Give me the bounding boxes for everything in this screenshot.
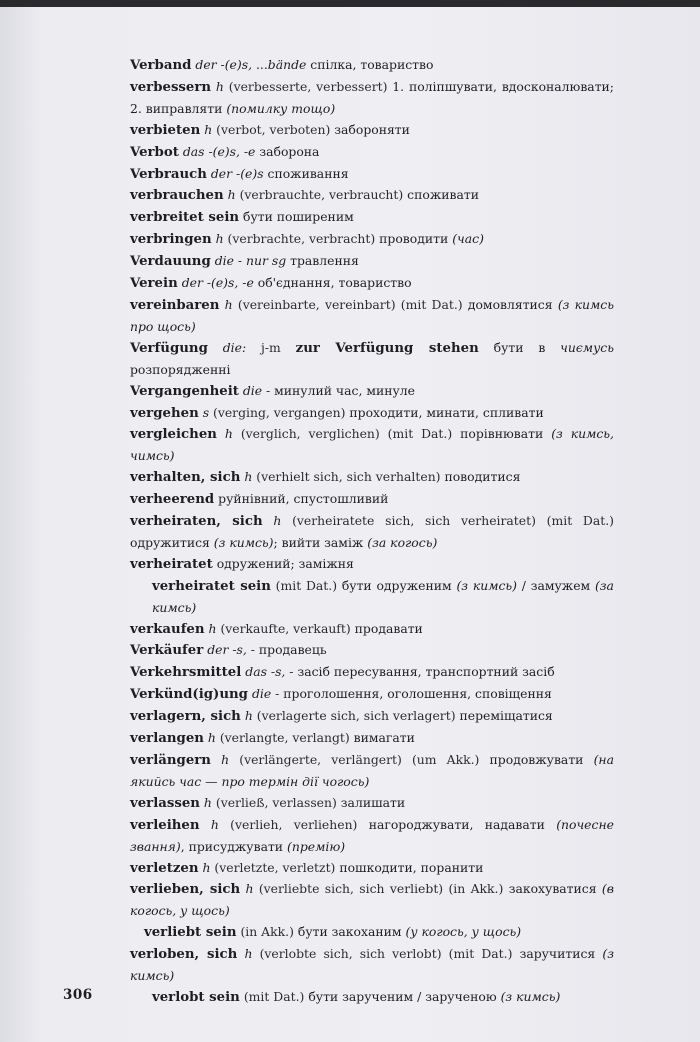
entry-forms: (verheiratete sich, sich verheiratet) (mit Dat.) (292, 513, 614, 529)
entry-forms: (vereinbarte, vereinbart) (mit Dat.) (237, 296, 463, 312)
entry-grammar: der -s, - (207, 642, 255, 658)
entry-grammar: h (215, 78, 224, 94)
entry-forms: (in Akk.) (240, 924, 294, 940)
entry-forms: (verlagerte sich, sich verlagert) (256, 708, 456, 724)
dictionary-entry (130, 944, 614, 987)
entry-translation: проходити, минати, спливати (349, 404, 544, 420)
dictionary-entry (130, 251, 614, 273)
entry-translation: одружитися (130, 534, 210, 550)
entry-lemma: verbieten (130, 122, 201, 138)
entry-lemma: verheerend (130, 492, 215, 508)
entry-lemma: Verkünd(ig)ung (130, 687, 248, 703)
entry-translation: домовлятися (467, 296, 553, 312)
entry-translation: засіб пересування, транспортний засіб (297, 664, 555, 680)
entry-translation: 1. поліпшувати, вдосконалювати; 2. виправляти (130, 78, 614, 116)
entry-grammar: h (244, 708, 253, 724)
entry-translation: споживання (267, 165, 349, 181)
dictionary-entry (130, 684, 614, 706)
entry-lemma: verlangen (130, 731, 204, 747)
entry-translation: бути закоханим (297, 924, 402, 940)
entry-lemma: Verbrauch (130, 166, 207, 182)
entry-translation: вимагати (353, 730, 415, 746)
entry-lemma: verlagern, sich (130, 709, 241, 725)
entry-phrase: zur Verfügung stehen (295, 340, 479, 356)
entry-grammar: s (202, 404, 210, 420)
entry-forms: (verbesserte, verbessert) (228, 78, 388, 94)
entry-lemma: Verkäufer (130, 643, 204, 659)
entry-translation: минулий час, минуле (274, 382, 415, 398)
entry-lemma: Verkehrsmittel (130, 665, 242, 681)
entry-note-extra: (за когось) (367, 534, 438, 550)
entry-grammar: die - nur sg (214, 253, 287, 269)
entry-translation: заручитися (519, 946, 596, 962)
entry-translation: порівнювати (460, 426, 544, 442)
entry-grammar: h (273, 513, 282, 529)
entry-lemma: Verbot (130, 144, 179, 160)
entry-lemma: Verfügung (130, 340, 208, 356)
entry-grammar: h (203, 794, 212, 810)
entry-note: (в когось, у щось) (130, 881, 614, 919)
entry-lemma: verletzen (130, 860, 199, 876)
entry-forms: (verletzte, verletzt) (214, 859, 336, 875)
entry-lemma: verlieben, sich (130, 882, 241, 898)
entry-note: (з кимсь) (213, 534, 274, 550)
entry-note-extra: (премію) (287, 838, 346, 854)
dictionary-entry (130, 467, 614, 489)
entry-translation: об'єднання, товариство (257, 275, 412, 291)
entry-forms: (verlobte sich, sich verlobt) (mit Dat.) (259, 946, 513, 962)
dictionary-entry (130, 55, 614, 77)
dictionary-entry (130, 120, 614, 142)
dictionary-entry (130, 706, 614, 728)
dictionary-entry (130, 987, 614, 1009)
entry-translation: бути поширеним (243, 209, 354, 225)
entry-translation: забороняти (334, 121, 410, 137)
entry-translation: продовжувати (489, 752, 584, 767)
dictionary-entry (130, 922, 614, 944)
entry-translation: одружений; заміжня (216, 555, 354, 571)
entry-translation-extra: ; вийти заміж (273, 534, 364, 550)
page-number: 306 (63, 987, 93, 1003)
dictionary-entry (130, 164, 614, 186)
entry-translation-extra: розпорядженні (130, 361, 231, 377)
dictionary-entry (130, 77, 614, 120)
dictionary-entry (130, 728, 614, 750)
entry-note: (з кимсь) (456, 577, 517, 593)
entry-list (130, 55, 614, 1009)
entry-note: (з кимсь, чимсь) (130, 426, 614, 464)
entry-lemma: verbrauchen (130, 188, 224, 204)
entry-lemma: verlobt sein (152, 989, 240, 1005)
entry-translation: проголошення, оголошення, сповіщення (283, 686, 552, 702)
dictionary-entry (130, 381, 614, 403)
entry-note: (почесне звання) (130, 816, 614, 854)
entry-note: (у когось, у щось) (405, 924, 522, 940)
entry-forms: (verlieh, verliehen) (230, 816, 358, 832)
dictionary-entry (130, 207, 614, 229)
dictionary-entry (130, 142, 614, 164)
dictionary-entry (130, 858, 614, 880)
entry-translation: пошкодити, поранити (339, 859, 484, 875)
entry-grammar: h (221, 752, 230, 767)
dictionary-entry (130, 424, 614, 467)
entry-note: (з кимсь) (130, 946, 614, 984)
entry-forms: (mit Dat.) (243, 988, 305, 1004)
dictionary-entry (130, 640, 614, 662)
entry-translation-extra: / замужем (521, 577, 591, 593)
entry-forms: (verließ, verlassen) (215, 794, 337, 810)
entry-grammar: h (244, 469, 253, 485)
entry-grammar: der -(e)s, -e (181, 275, 254, 291)
entry-lemma: verliebt sein (144, 925, 237, 941)
dictionary-entry (130, 489, 614, 511)
entry-lemma: verheiraten, sich (130, 514, 263, 530)
dictionary-entry (130, 185, 614, 207)
entry-grammar: h (204, 121, 213, 137)
entry-translation: проводити (379, 231, 449, 247)
dictionary-entry (130, 576, 614, 619)
entry-forms: (verging, vergangen) (213, 404, 346, 420)
entry-lemma: verhalten, sich (130, 470, 241, 486)
entry-forms: (verhielt sich, sich verhalten) (256, 469, 441, 485)
entry-grammar: der -(e)s, ...bände (195, 57, 307, 72)
entry-forms: (verlängerte, verlängert) (um Akk.) (239, 752, 480, 767)
entry-forms: (verkaufte, verkauft) (220, 620, 351, 636)
entry-lemma: verloben, sich (130, 947, 238, 963)
entry-translation-extra: , присуджувати (180, 838, 284, 854)
entry-lemma: vergleichen (130, 427, 217, 443)
entry-grammar: h (207, 730, 216, 746)
entry-grammar: h (210, 816, 219, 832)
entry-translation: бути зарученим / зарученою (308, 988, 497, 1004)
entry-lemma: Vergangenheit (130, 383, 239, 399)
entry-grammar: die: (222, 339, 247, 355)
entry-lemma: verheiratet (130, 556, 213, 572)
dictionary-entry (130, 295, 614, 338)
entry-note: (час) (452, 231, 484, 247)
dictionary-entry (130, 403, 614, 425)
entry-grammar: h (245, 881, 254, 897)
entry-translation: продавати (354, 620, 423, 636)
entry-translation: заборона (259, 143, 320, 159)
entry-grammar: h (215, 231, 224, 247)
scan-edge (0, 0, 700, 7)
entry-lemma: vereinbaren (130, 297, 220, 313)
entry-lemma: verheiratet sein (152, 578, 271, 594)
entry-forms: j-m (261, 339, 281, 355)
entry-lemma: verbreitet sein (130, 210, 240, 226)
dictionary-entry (130, 662, 614, 684)
entry-translation: бути в (493, 339, 546, 355)
dictionary-entry (130, 338, 614, 381)
dictionary-entry (130, 511, 614, 554)
entry-grammar: h (224, 296, 233, 312)
dictionary-entry (130, 273, 614, 295)
entry-forms: (verbot, verboten) (216, 121, 331, 137)
entry-lemma: verbringen (130, 232, 212, 248)
entry-translation: закохуватися (508, 881, 597, 897)
entry-translation: споживати (407, 187, 479, 203)
entry-grammar: h (244, 946, 253, 962)
entry-translation: нагороджувати, надавати (368, 816, 545, 832)
entry-translation: спілка, товариство (310, 57, 434, 72)
dictionary-entry (130, 879, 614, 922)
entry-lemma: Verein (130, 276, 178, 292)
entry-note: (з кимсь про щось) (130, 296, 614, 334)
entry-grammar: die - (242, 382, 271, 398)
entry-translation: травлення (290, 253, 359, 269)
entry-lemma: verbessern (130, 79, 212, 95)
dictionary-entry (130, 229, 614, 251)
entry-lemma: Verdauung (130, 254, 211, 270)
entry-forms: (verbrachte, verbracht) (227, 231, 376, 247)
entry-translation: переміщатися (459, 708, 553, 724)
dictionary-entry (130, 793, 614, 815)
entry-grammar: h (227, 187, 236, 203)
entry-note: (з кимсь) (500, 988, 561, 1004)
entry-grammar: das -s, - (245, 664, 294, 680)
entry-translation: залишати (340, 794, 406, 810)
entry-lemma: vergehen (130, 405, 199, 421)
dictionary-entry (130, 554, 614, 576)
entry-lemma: verkaufen (130, 621, 205, 637)
entry-note: (на якийсь час — про термін дії чогось) (130, 752, 614, 789)
entry-lemma: verleihen (130, 817, 200, 833)
entry-lemma: verlassen (130, 795, 200, 811)
entry-grammar: der -(e)s (210, 165, 264, 181)
entry-grammar: das -(e)s, -e (182, 143, 256, 159)
entry-translation: бути одруженим (341, 577, 452, 593)
entry-translation: продавець (258, 642, 327, 658)
entry-translation: поводитися (444, 469, 521, 485)
entry-grammar: h (202, 859, 211, 875)
entry-lemma: Verband (130, 58, 192, 73)
entry-lemma: verlängern (130, 753, 211, 768)
dictionary-entry (130, 815, 614, 858)
entry-forms: (verglich, verglichen) (mit Dat.) (240, 426, 453, 442)
entry-grammar: h (224, 426, 233, 442)
entry-forms: (mit Dat.) (275, 577, 338, 593)
dictionary-entry (130, 750, 614, 793)
entry-grammar: h (208, 620, 217, 636)
entry-forms: (verbrauchte, verbraucht) (239, 187, 404, 203)
entry-translation: руйнівний, спустошливий (218, 491, 389, 507)
entry-note-extra: (за кимсь) (152, 577, 614, 615)
entry-note: чиємусь (560, 339, 614, 355)
entry-forms: (verlangte, verlangt) (219, 730, 350, 746)
entry-grammar: die - (251, 686, 280, 702)
dictionary-entry (130, 619, 614, 641)
entry-forms: (verliebte sich, sich verliebt) (in Akk.) (258, 881, 504, 897)
entry-note: (помилку тощо) (226, 100, 336, 116)
